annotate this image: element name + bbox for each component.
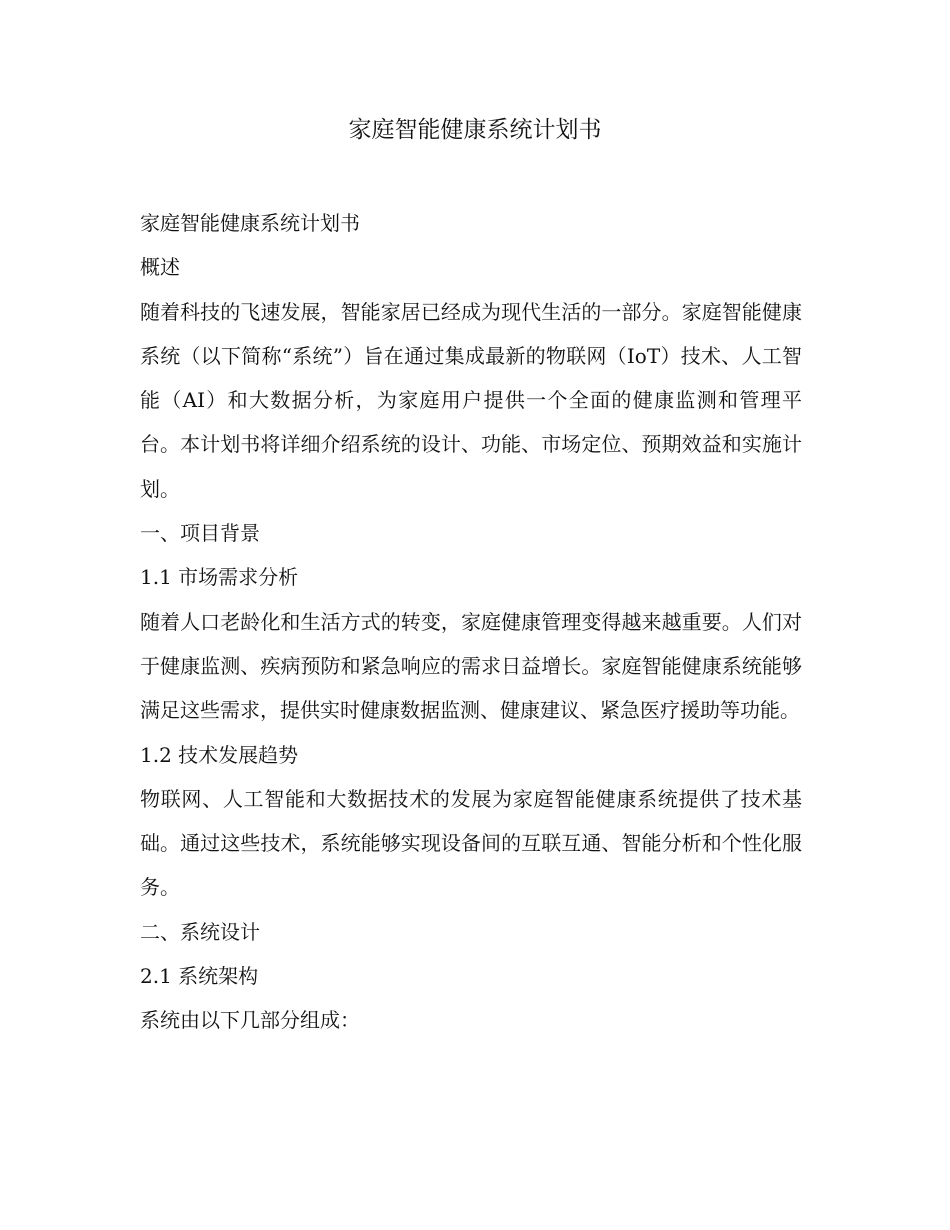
tech-paragraph: 物联网、人工智能和大数据技术的发展为家庭智能健康系统提供了技术基础。通过这些技术，系统能够实现设备间的互联互通、智能分析和个性化服务。 bbox=[140, 786, 802, 900]
architecture-paragraph: 系统由以下几部分组成： bbox=[140, 1008, 360, 1033]
section-heading-background: 一、项目背景 bbox=[140, 521, 260, 546]
subsection-heading-tech: 1.2 技术发展趋势 bbox=[140, 742, 299, 767]
market-paragraph: 随着人口老龄化和生活方式的转变，家庭健康管理变得越来越重要。人们对于健康监测、疾病预防和紧急响应的需求日益增长。家庭智能健康系统能够满足这些需求，提供实时健康数据监测、健康建议、紧急医疗援助等功能。 bbox=[140, 609, 802, 723]
document-title: 家庭智能健康系统计划书 bbox=[348, 117, 602, 143]
subsection-heading-architecture: 2.1 系统架构 bbox=[140, 964, 259, 989]
section-heading-overview: 概述 bbox=[140, 255, 180, 280]
doc-heading: 家庭智能健康系统计划书 bbox=[140, 211, 360, 235]
section-heading-design: 二、系统设计 bbox=[140, 919, 260, 944]
overview-paragraph: 随着科技的飞速发展，智能家居已经成为现代生活的一部分。家庭智能健康系统（以下简称“系统”）旨在通过集成最新的物联网（IoT）技术、人工智能（AI）和大数据分析，为家庭用户提供一个全面的健康监测和管理平台。本计划书将详细介绍系统的设计、功能、市场定位、预期效益和实施计划。 bbox=[140, 299, 802, 501]
document-body bbox=[140, 201, 802, 1043]
subsection-heading-market: 1.1 市场需求分析 bbox=[140, 565, 299, 590]
